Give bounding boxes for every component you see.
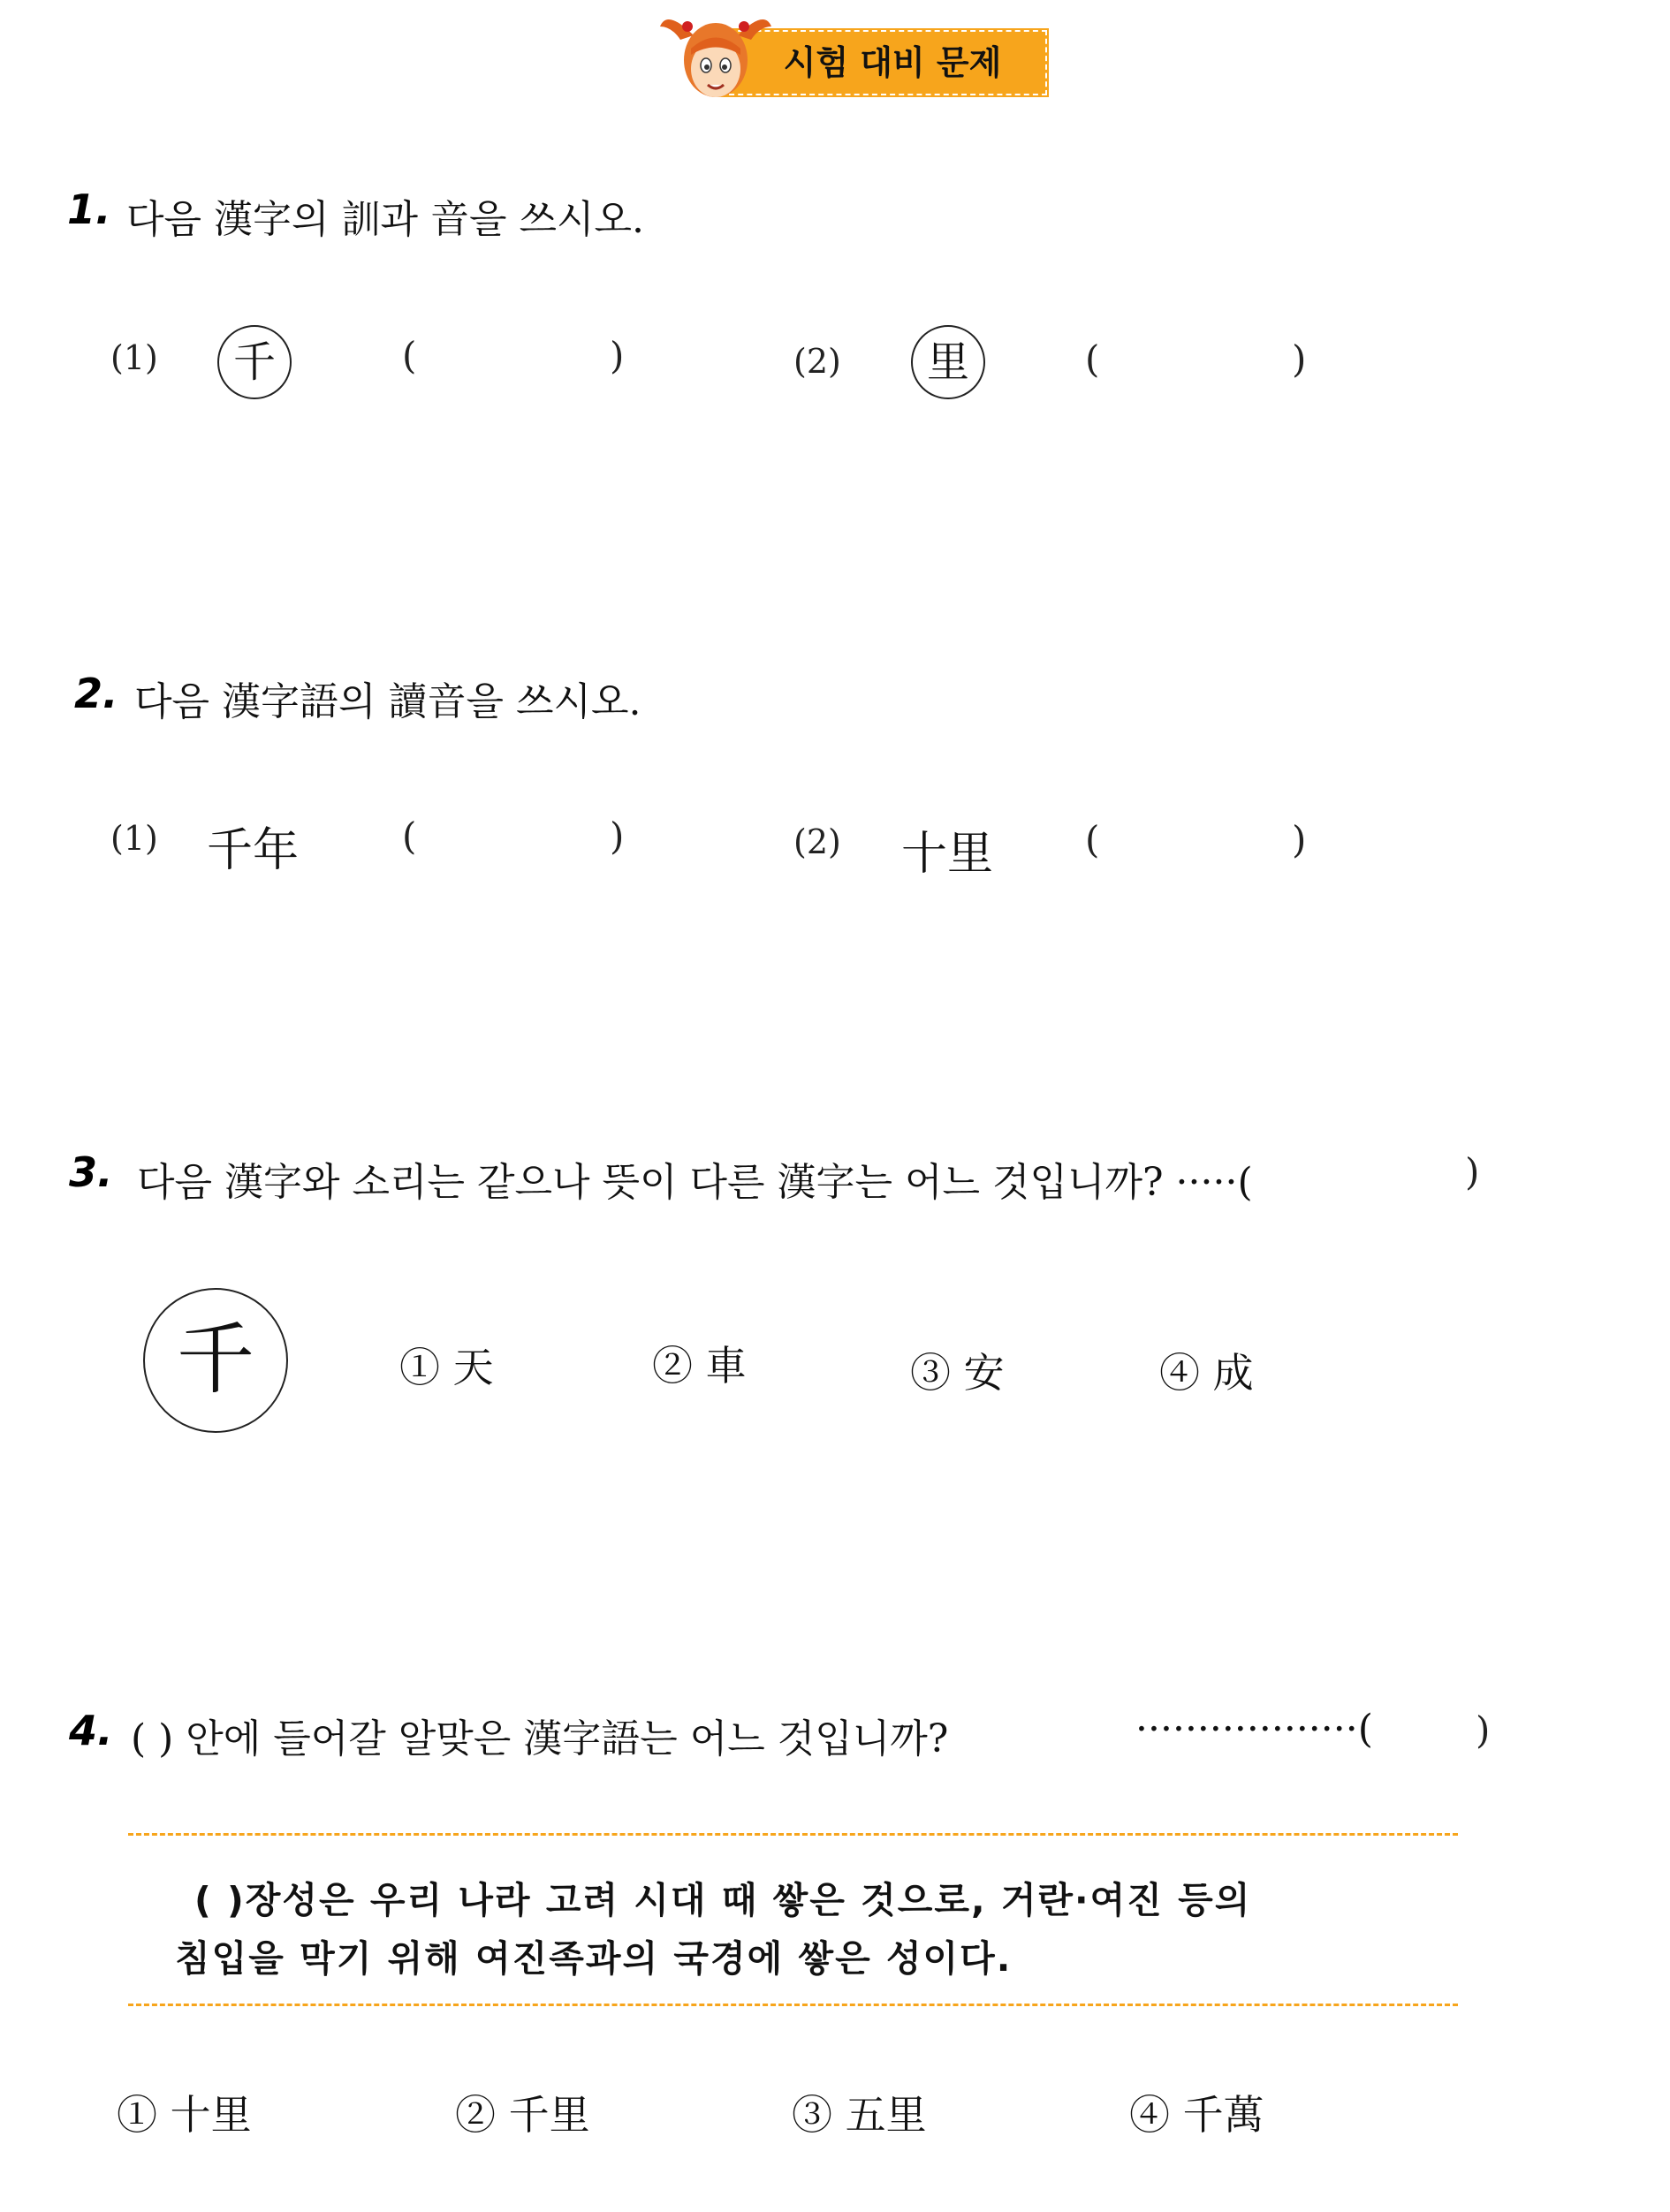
question-4-number: 4.	[69, 1707, 113, 1754]
q1-item-2-answer-close: )	[1292, 337, 1307, 381]
q4-option-3: ③ 五里	[792, 2091, 927, 2139]
q2-item-1-label: (1)	[110, 819, 158, 858]
q4-option-2: ② 千里	[455, 2091, 590, 2139]
q3-target-hanja: 千	[143, 1288, 288, 1433]
passage-bottom-divider	[128, 2004, 1458, 2006]
q1-item-2-hanja: 里	[911, 325, 985, 399]
q2-item-1-answer-close: )	[610, 814, 625, 858]
q3-option-2: ② 車	[652, 1342, 747, 1390]
question-4-answer-close: )	[1476, 1708, 1491, 1752]
q2-item-2-answer-close: )	[1292, 818, 1307, 861]
q4-option-4: ④ 千萬	[1129, 2091, 1264, 2139]
section-title: 시험 대비 문제	[783, 43, 1002, 82]
q1-item-1-answer-close: )	[610, 334, 625, 377]
q2-item-2-answer-open: (	[1085, 818, 1100, 861]
q2-item-1-answer-open: (	[402, 814, 417, 858]
question-3-number: 3.	[69, 1148, 113, 1196]
q2-item-2-label: (2)	[793, 822, 841, 861]
question-1-number: 1.	[67, 186, 111, 233]
q4-option-1: ① 十里	[117, 2091, 252, 2139]
question-1-text: 다음 漢字의 訓과 音을 쓰시오.	[126, 197, 644, 242]
passage-line-2: 침입을 막기 위해 여진족과의 국경에 쌓은 성이다.	[175, 1937, 1013, 1980]
cartoon-girl-icon	[658, 0, 773, 106]
q1-item-1-hanja: 千	[217, 325, 292, 399]
passage-line-1: ( )장성은 우리 나라 고려 시대 때 쌓은 것으로, 거란·여진 등의	[194, 1879, 1252, 1921]
passage-top-divider	[128, 1833, 1458, 1836]
question-4-dots: ··················(	[1135, 1707, 1373, 1752]
q1-item-2-label: (2)	[793, 342, 841, 381]
question-4-text: ( ) 안에 들어갈 알맞은 漢字語는 어느 것입니까?	[131, 1716, 949, 1761]
q1-item-1-label: (1)	[110, 338, 158, 377]
q3-option-4: ④ 成	[1159, 1349, 1254, 1397]
q1-item-1-answer-open: (	[402, 334, 417, 377]
q2-item-2-word: 十里	[901, 828, 994, 881]
question-2-text: 다음 漢字語의 讀音을 쓰시오.	[134, 679, 641, 724]
q3-option-3: ③ 安	[910, 1349, 1005, 1397]
q3-option-1: ① 天	[399, 1344, 494, 1391]
question-3-text: 다음 漢字와 소리는 같으나 뜻이 다른 漢字는 어느 것입니까? ·····(	[137, 1160, 1253, 1205]
question-3-answer-close: )	[1465, 1150, 1480, 1193]
question-2-number: 2.	[74, 670, 118, 717]
q2-item-1-word: 千年	[207, 824, 300, 877]
q1-item-2-answer-open: (	[1085, 337, 1100, 381]
